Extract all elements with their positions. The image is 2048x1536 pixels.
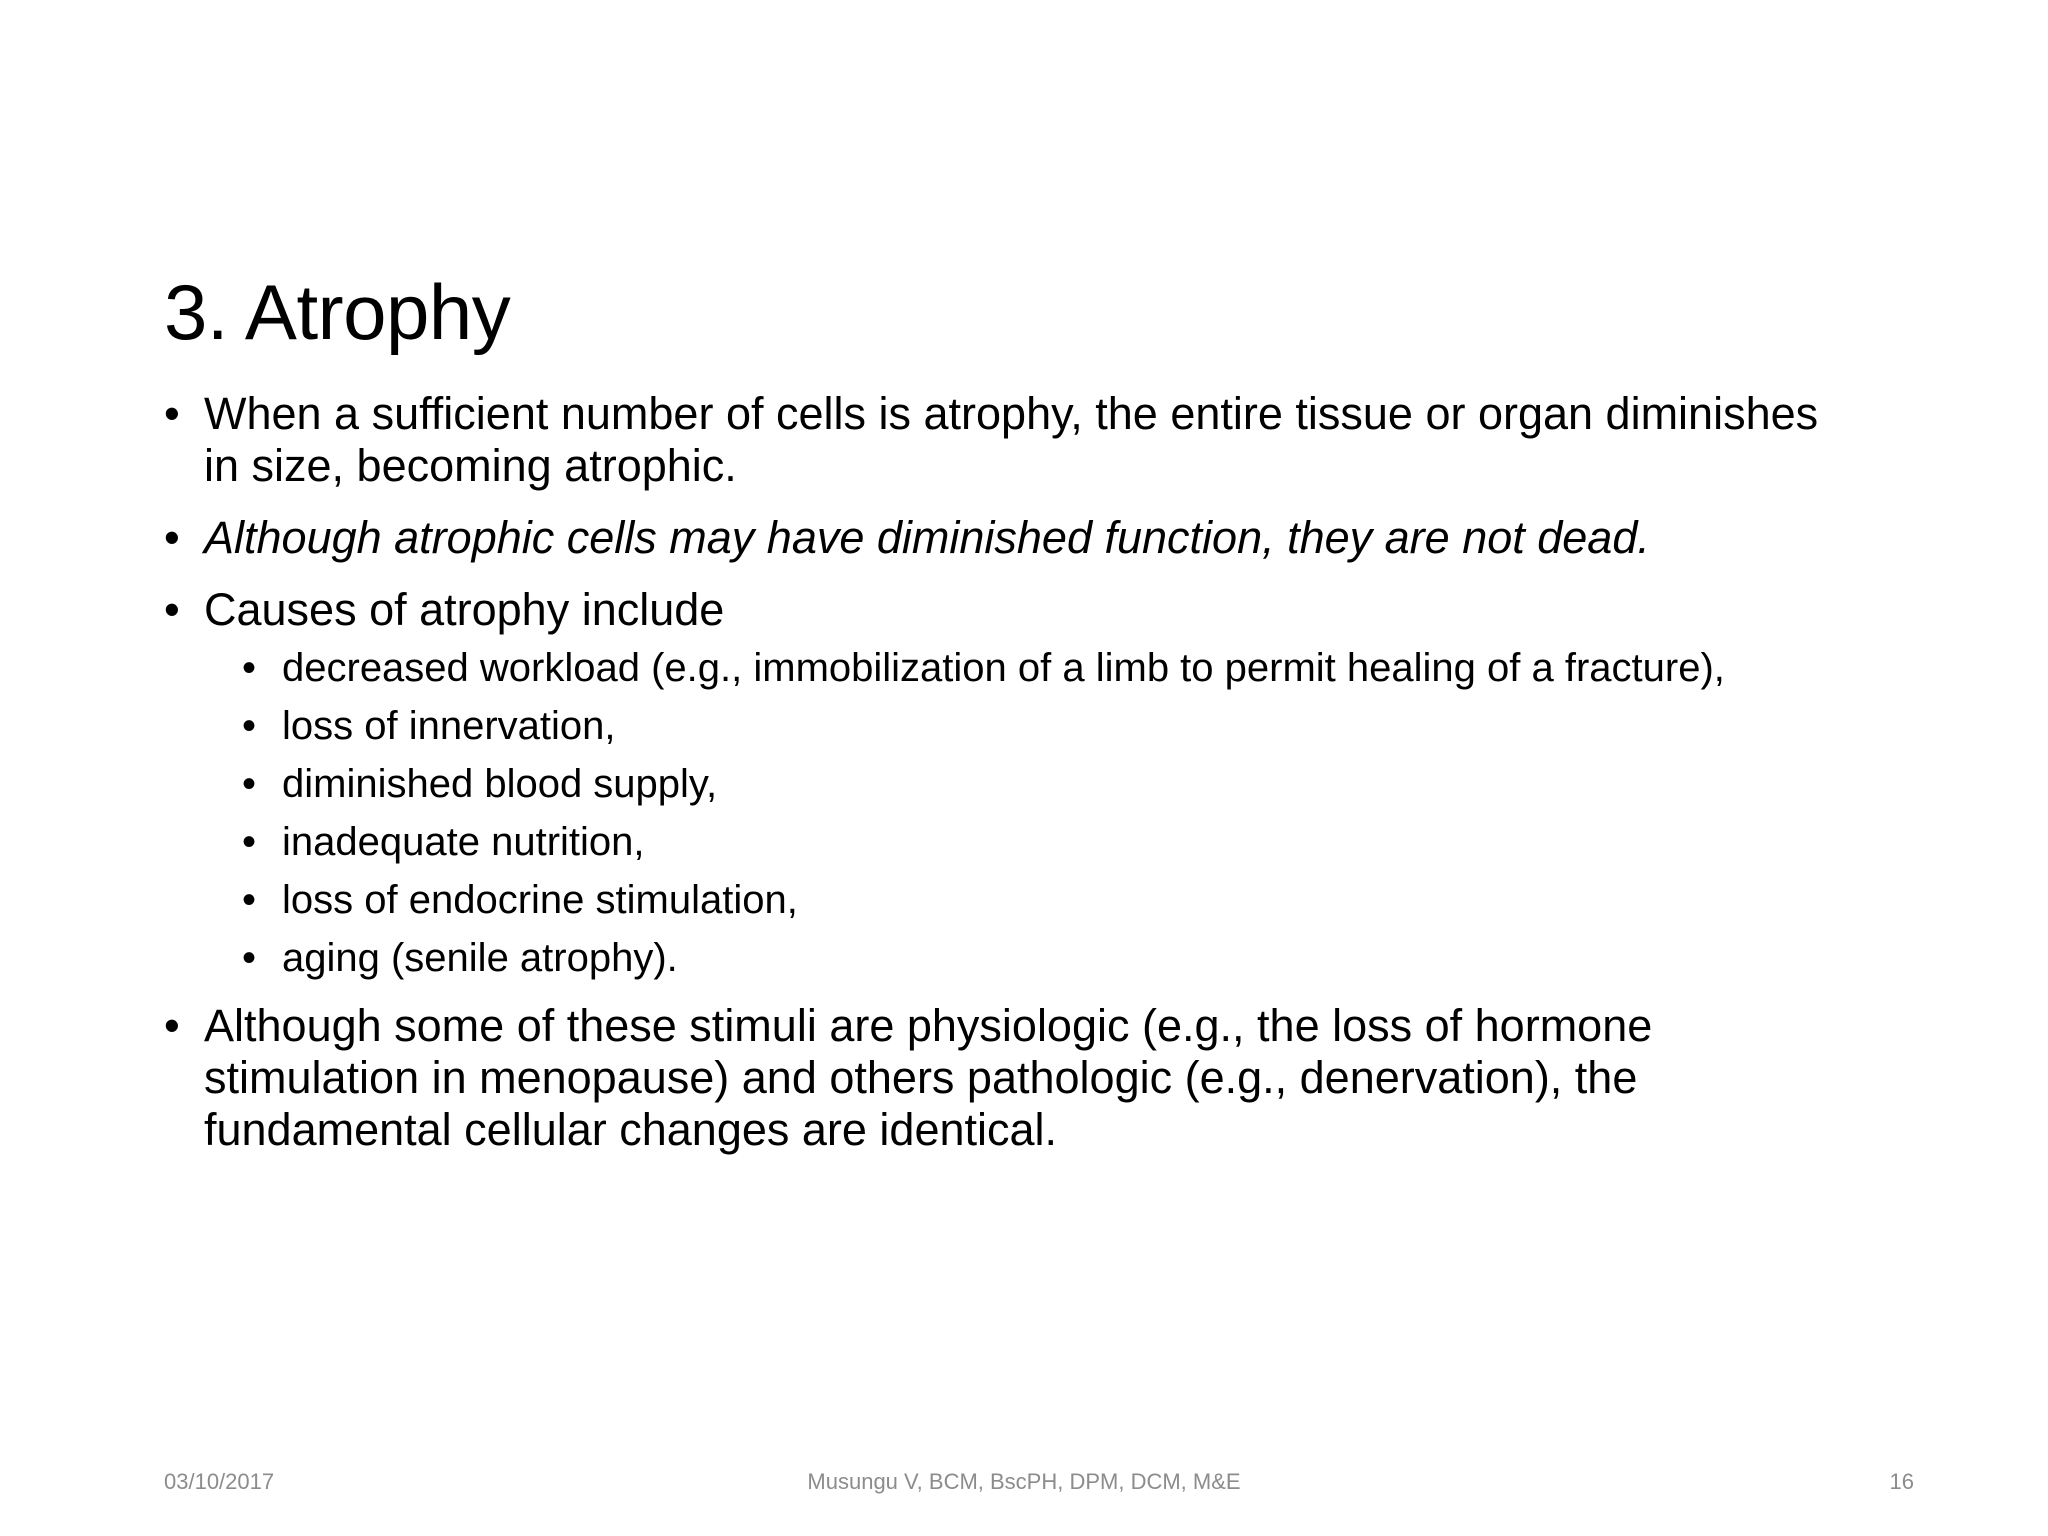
sub-bullet-text: loss of endocrine stimulation, <box>282 878 798 922</box>
sub-bullet-item <box>242 820 1864 864</box>
sub-bullet-text: loss of innervation, <box>282 704 616 748</box>
bullet-icon: • <box>242 878 257 922</box>
bullet-item <box>164 512 1864 564</box>
footer-author: Musungu V, BCM, BscPH, DPM, DCM, M&E <box>807 1469 1241 1494</box>
bullet-icon: • <box>242 820 257 864</box>
sub-bullet-text: decreased workload (e.g., immobilization of a limb to permit healing of a fracture), <box>282 646 1725 690</box>
sub-bullet-text: inadequate nutrition, <box>282 820 645 864</box>
bullet-text: Although some of these stimuli are physiologic (e.g., the loss of hormone stimulation in menopause) and others pathologic (e.g., denervation), the fundamental cellular changes are identical. <box>204 1000 1653 1155</box>
bullet-icon: • <box>242 936 257 980</box>
bullet-text: Causes of atrophy include <box>204 584 725 635</box>
bullet-icon: • <box>242 762 257 806</box>
sub-bullet-item <box>242 762 1864 806</box>
sub-bullet-item <box>242 704 1864 748</box>
bullet-icon: • <box>164 584 180 635</box>
slide-content <box>164 388 1864 1176</box>
sub-bullet-item <box>242 646 1864 690</box>
bullet-text: Although atrophic cells may have diminished function, they are not dead. <box>204 512 1650 563</box>
footer-page-number: 16 <box>1889 1469 1914 1494</box>
bullet-icon: • <box>164 1000 180 1051</box>
bullet-list <box>164 388 1864 1156</box>
sub-bullet-list <box>204 646 1864 980</box>
sub-bullet-item <box>242 936 1864 980</box>
bullet-item <box>164 1000 1864 1156</box>
sub-bullet-item <box>242 878 1864 922</box>
bullet-icon: • <box>242 646 257 690</box>
bullet-icon: • <box>164 512 180 563</box>
bullet-text: When a sufficient number of cells is atrophy, the entire tissue or organ diminishes in size, becoming atrophic. <box>204 388 1819 491</box>
footer-date: 03/10/2017 <box>164 1469 275 1494</box>
bullet-icon: • <box>242 704 257 748</box>
sub-bullet-text: aging (senile atrophy). <box>282 936 678 980</box>
sub-bullet-text: diminished blood supply, <box>282 762 718 806</box>
bullet-item <box>164 388 1864 492</box>
bullet-icon: • <box>164 388 180 439</box>
bullet-item <box>164 584 1864 980</box>
slide-title: 3. Atrophy <box>164 268 511 356</box>
